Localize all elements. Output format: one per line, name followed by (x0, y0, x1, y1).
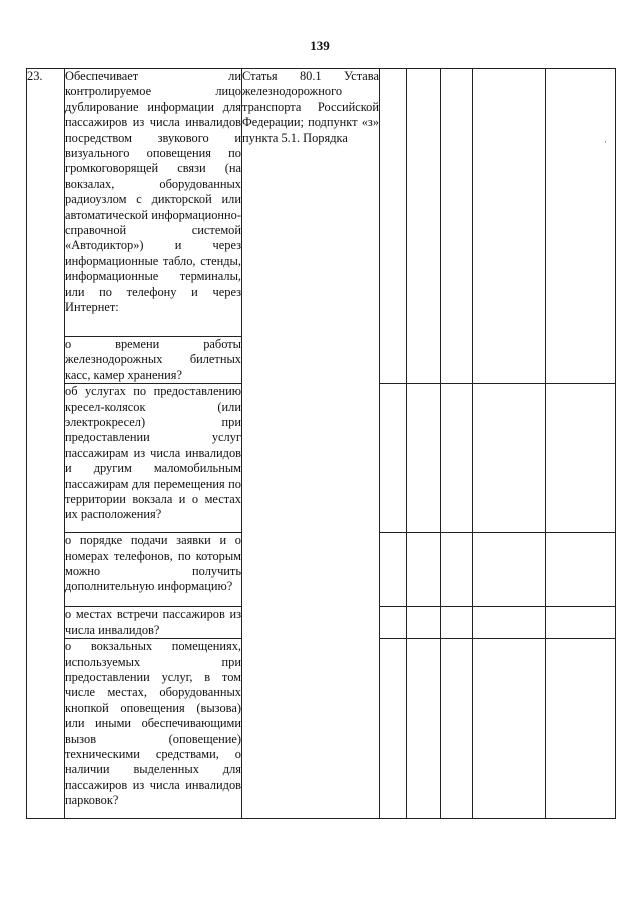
answer-na-cell (441, 533, 473, 607)
legal-reference-cell: Статья 80.1 Устава железнодорожного транспорта Российской Федерации; подпункт «з» пункта 5.1. Порядка (242, 69, 380, 819)
answer-na-cell (441, 639, 473, 819)
column-7-cell (473, 607, 546, 639)
scan-speck: · (604, 137, 607, 147)
question-cell-3: об услугах по предоставлению кресел-колясок (или электрокресел) при предоставлении услуг пассажирам из числа инвалидов и другим маломобильным пассажирам для перемещения по территории вокзала и о местах их расположения? (65, 384, 242, 533)
question-cell-2: о времени работы железнодорожных билетных касс, камер хранения? (65, 337, 241, 382)
notes-cell (546, 69, 616, 384)
answer-yes-cell (380, 533, 407, 607)
column-7-cell (473, 384, 546, 533)
notes-cell (546, 533, 616, 607)
notes-cell (546, 384, 616, 533)
row-number: 23. (27, 69, 65, 819)
notes-cell (546, 639, 616, 819)
page-number: 139 (310, 38, 330, 53)
answer-no-cell (407, 384, 441, 533)
answer-no-cell (407, 639, 441, 819)
column-7-cell (473, 639, 546, 819)
table-row (27, 69, 616, 337)
answer-no-cell (407, 533, 441, 607)
answer-no-cell (407, 607, 441, 639)
question-cell-4: о порядке подачи заявки и о номерах телефонов, по которым можно получить дополнительную информацию? (65, 533, 242, 607)
question-cell-1: Обеспечивает ли контролируемое лицо дублирование информации для пассажиров из числа инвалидов посредством звукового и визуального оповещения по громкоговорящей связи (на вокзалах, оборудованных радиоузлом с дикторской или автоматической информационно-справочной системой «Автодиктор») и через информационные табло, стенды, информационные терминалы, или по телефону и через Интернет: (65, 69, 242, 337)
column-7-cell (473, 69, 546, 384)
answer-yes-cell (380, 639, 407, 819)
answer-yes-cell (380, 69, 407, 384)
answer-yes-cell (380, 607, 407, 639)
answer-na-cell (441, 384, 473, 533)
answer-na-cell (441, 69, 473, 384)
question-cell-5: о местах встречи пассажиров из числа инвалидов? (65, 607, 242, 639)
notes-cell (546, 607, 616, 639)
checklist-table (26, 68, 616, 819)
column-7-cell (473, 533, 546, 607)
answer-no-cell (407, 69, 441, 384)
answer-yes-cell (380, 384, 407, 533)
answer-na-cell (441, 607, 473, 639)
question-cell-6: о вокзальных помещениях, используемых при предоставлении услуг, в том числе местах, оборудованных кнопкой оповещения (вызова) или иными обеспечивающими вызов (оповещение) техническими средствами, о наличии выделенных для пассажиров из числа инвалидов парковок? (65, 639, 242, 819)
